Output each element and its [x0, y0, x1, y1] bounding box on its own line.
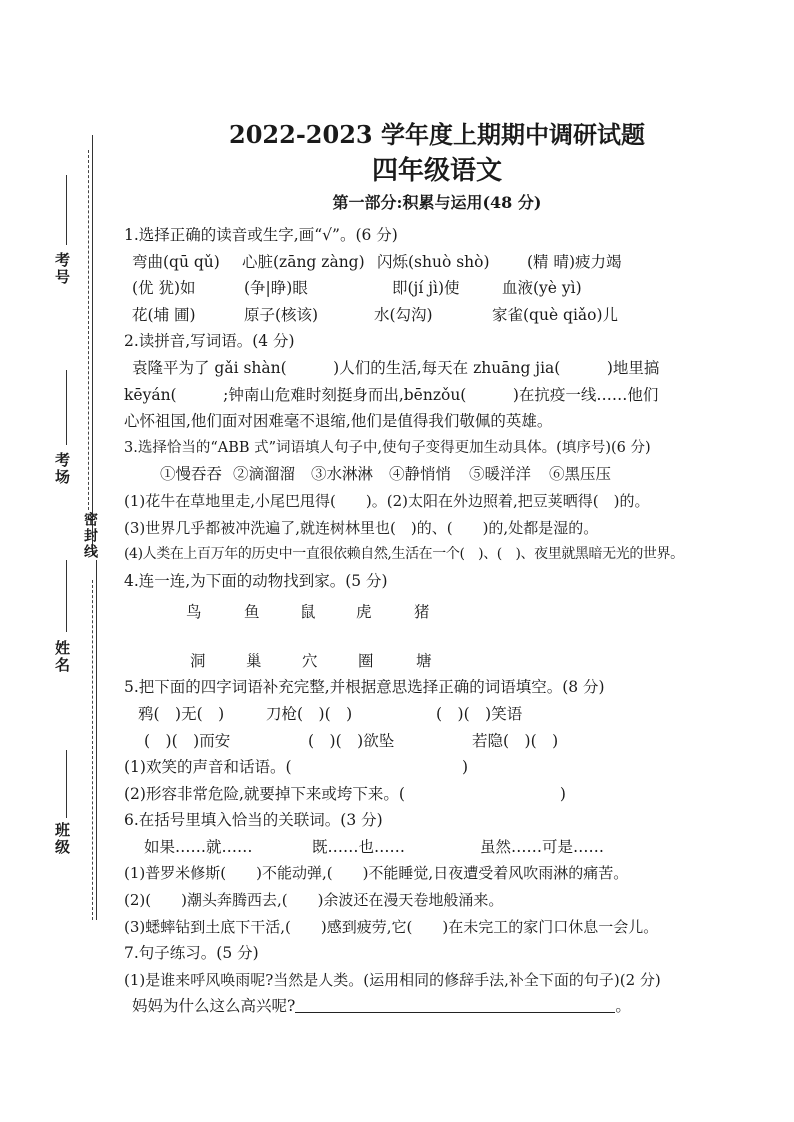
q1-item: 水(勾沟) [374, 305, 433, 324]
q1-item: 花(埔 圃) [132, 305, 196, 324]
q4-animal: 猪 [414, 603, 430, 622]
q1-line-2 [124, 275, 764, 302]
q4-home: 洞 [190, 652, 206, 671]
q6-option: 既……也…… [312, 837, 406, 856]
q1-item: 弯曲(qū qǔ) [132, 252, 220, 271]
q3-line-1: (1)花牛在草地里走,小尾巴甩得( )。(2)太阳在外边照着,把豆荚晒得( )的。 [124, 491, 650, 510]
q3-line-2: (3)世界几乎都被冲洗遍了,就连树林里也( )的、( )的,处都是湿的。 [124, 518, 599, 537]
q5-heading: 5.把下面的四字词语补充完整,并根据意思选择正确的词语填空。(8 分) [124, 678, 605, 697]
q5-line-1 [124, 701, 764, 728]
q4-animal: 鱼 [244, 603, 260, 622]
q4-animals [124, 594, 764, 630]
q2-line-1: 袁隆平为了 gǎi shàn( )人们的生活,每天在 zhuāng jia( )地里搞 [132, 358, 660, 377]
class-label: 班级 [53, 822, 71, 856]
exam-room-blank [66, 370, 67, 445]
q6-options [124, 834, 764, 861]
q7-prompt: 妈妈为什么这么高兴呢? [132, 997, 296, 1016]
q7-heading: 7.句子练习。(5 分) [124, 944, 259, 963]
q5-idiom: 刀枪( )( ) [266, 704, 353, 723]
q4-home: 塘 [416, 652, 432, 671]
q4-animal: 鸟 [186, 603, 202, 622]
q7-end-mark: 。 [615, 997, 631, 1016]
q5-idiom: ( )( )欲坠 [308, 731, 395, 750]
q3-options [124, 461, 764, 488]
q1-line-3 [124, 302, 764, 329]
q1-item: (精 晴)疲力竭 [527, 252, 622, 271]
q1-item: (争|睁)眼 [244, 279, 308, 298]
q3-heading: 3.选择恰当的“ABB 式”词语填人句子中,使句子变得更加生动具体。(填序号)(6 分) [124, 439, 651, 456]
q3-option: ④静悄悄 [389, 465, 452, 484]
q6-line-1: (1)普罗米修斯( )不能动弹,( )不能睡觉,日夜遭受着风吹雨淋的痛苦。 [124, 864, 629, 883]
q1-item: 心脏(zāng zàng) [242, 252, 365, 271]
q5-line-2 [124, 728, 764, 755]
q6-option: 虽然……可是…… [480, 837, 605, 856]
exam-title: 2022-2023 学年度上期期中调研试题 [229, 120, 645, 149]
q6-line-2: (2)( )潮头奔腾西去,( )余波还在漫天卷地般涌来。 [124, 891, 504, 910]
q5-idiom: ( )( )而安 [144, 731, 231, 750]
q7-line-1: (1)是谁来呼风唤雨呢?当然是人类。(运用相同的修辞手法,补全下面的句子)(2 分) [124, 970, 661, 989]
q1-item: 血液(yè yì) [502, 279, 582, 298]
q3-line-3: (4)人类在上百万年的历史中一直很依赖自然,生活在一个( )、( )、夜里就黑暗无光的世界。 [124, 546, 684, 563]
exam-subtitle: 四年级语文 [371, 156, 502, 186]
q6-option: 如果……就…… [144, 837, 253, 856]
name-blank [66, 560, 67, 632]
q5-question-1: (1)欢笑的声音和话语。( ) [124, 758, 469, 777]
q4-heading: 4.连一连,为下面的动物找到家。(5 分) [124, 571, 388, 590]
q3-option: ⑥黑压压 [549, 465, 612, 484]
q5-idiom: ( )( )笑语 [436, 704, 523, 723]
q1-item: 原子(核该) [244, 305, 319, 324]
q7-line-2 [124, 993, 764, 1020]
margin-rule-bottom [96, 560, 97, 920]
q5-idiom: 若隐( )( ) [472, 731, 559, 750]
exam-number-label: 考号 [53, 252, 71, 286]
q5-question-2: (2)形容非常危险,就要掉下来或垮下来。( ) [124, 784, 566, 803]
q7-answer-blank[interactable] [295, 996, 615, 1013]
seal-line-label: 密封线 [82, 512, 98, 560]
class-blank [66, 750, 67, 818]
q1-item: 闪烁(shuò shò) [377, 252, 490, 271]
q3-option: ⑤暖洋洋 [469, 465, 532, 484]
q4-home: 圈 [358, 652, 374, 671]
q5-idiom: 鸦( )无( ) [138, 704, 225, 723]
q3-option: ②滴溜溜 [233, 465, 296, 484]
name-label: 姓名 [53, 640, 71, 674]
exam-room-label: 考场 [53, 452, 71, 486]
q4-animal: 虎 [356, 603, 372, 622]
q4-home: 穴 [302, 652, 318, 671]
seal-dashed-line-bottom [92, 580, 93, 920]
q1-heading: 1.选择正确的读音或生字,画“√”。(6 分) [124, 226, 398, 244]
question-body [124, 222, 764, 1020]
q2-line-3: 心怀祖国,他们面对困难毫不退缩,他们是值得我们敬佩的英雄。 [124, 412, 553, 431]
q3-option: ③水淋淋 [311, 465, 374, 484]
q6-heading: 6.在括号里填入恰当的关联词。(3 分) [124, 811, 383, 830]
q1-line-1 [124, 249, 764, 276]
q2-line-2: kēyán( ;钟南山危难时刻挺身而出,bēnzǒu( )在抗疫一线……他们 [124, 385, 659, 404]
q1-item: 家雀(què qiǎo)儿 [492, 305, 619, 324]
q6-line-3: (3)蟋蟀钻到土底下干活,( )感到疲劳,它( )在未完工的家门口休息一会儿。 [124, 917, 659, 936]
q4-home: 巢 [246, 652, 262, 671]
q4-animal: 鼠 [300, 603, 316, 622]
part-heading: 第一部分:积累与运用(48 分) [332, 193, 542, 212]
q3-option: ①慢吞吞 [160, 465, 223, 484]
q1-item: 即(jí jì)使 [392, 279, 460, 298]
q2-heading: 2.读拼音,写词语。(4 分) [124, 332, 295, 351]
q1-item: (优 犹)如 [132, 279, 196, 298]
q4-homes [124, 630, 764, 674]
